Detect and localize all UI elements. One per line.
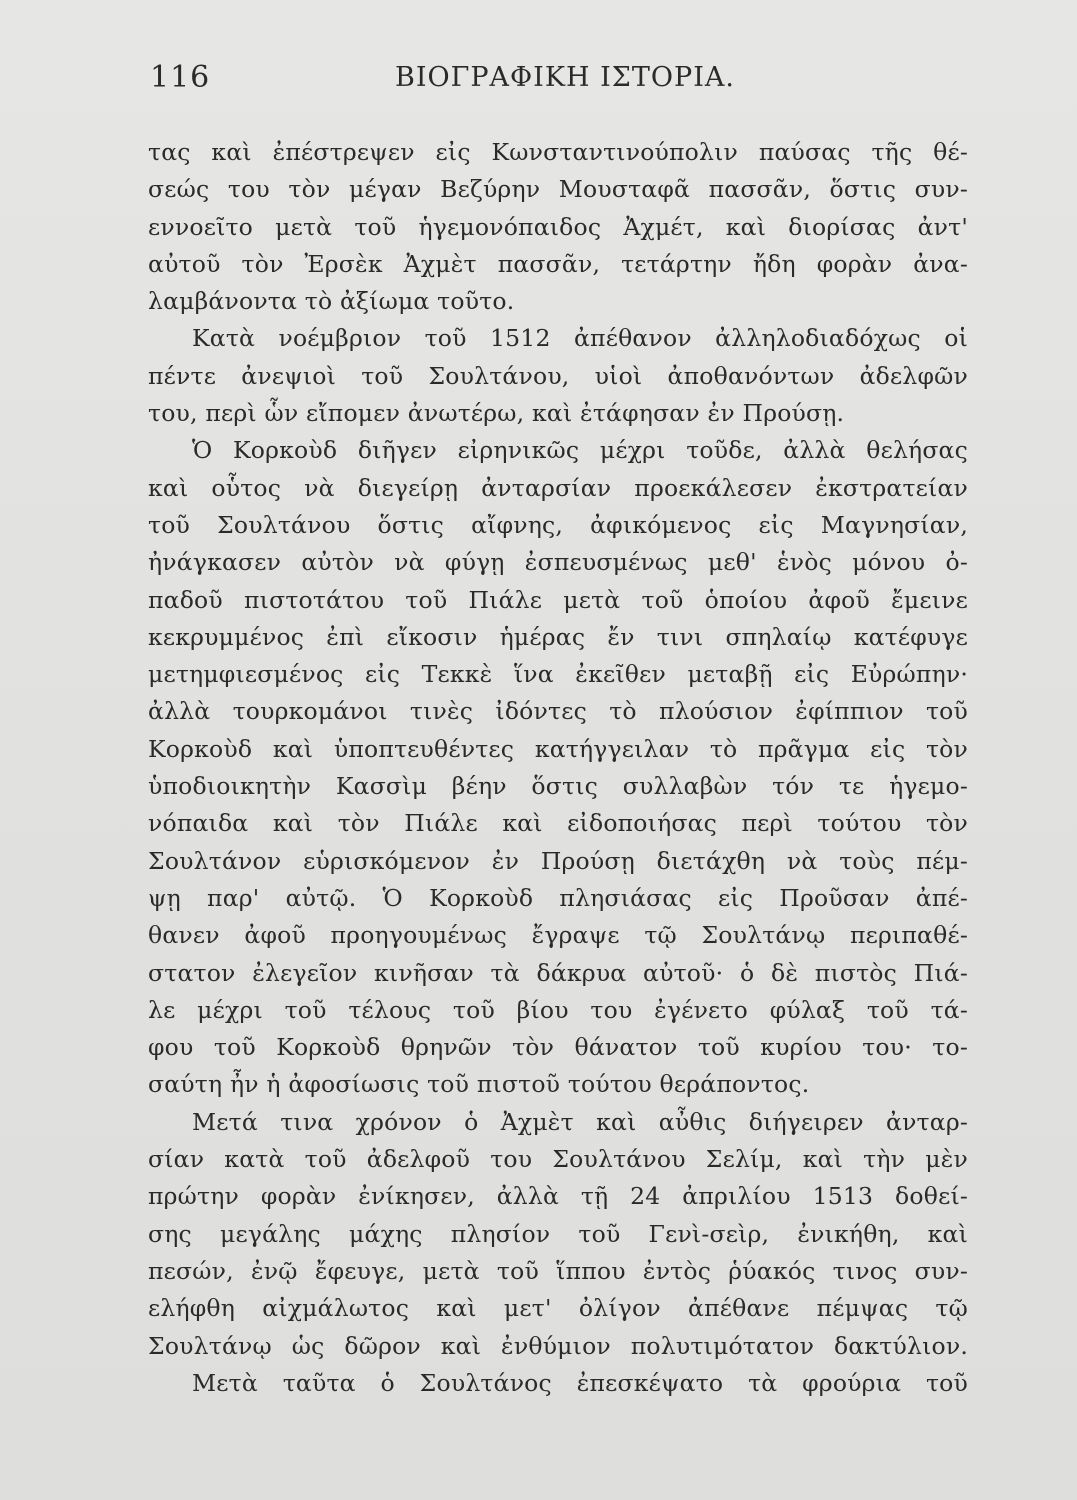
page-header bbox=[150, 60, 965, 100]
text-line: ὑποδιοικητὴν Κασσὶμ βέην ὅστις συλλαβὼν τόν τε ἡγεμο- bbox=[148, 772, 968, 801]
text-line: Σουλτάνῳ ὡς δῶρον καὶ ἐνθύμιον πολυτιμότατον δακτύλιον. bbox=[148, 1331, 968, 1360]
text-line: σης μεγάλης μάχης πλησίον τοῦ Γενὶ-σεὶρ, ἐνικήθη, καὶ bbox=[148, 1219, 968, 1248]
text-line: ἠνάγκασεν αὐτὸν νὰ φύγῃ ἐσπευσμένως μεθ' ἑνὸς μόνου ὀ- bbox=[148, 548, 968, 577]
text-line: εννοεῖτο μετὰ τοῦ ἡγεμονόπαιδος Ἀχμέτ, καὶ διορίσας ἀντ' bbox=[148, 212, 968, 241]
text-line: πρώτην φορὰν ἐνίκησεν, ἀλλὰ τῇ 24 ἀπριλίου 1513 δοθεί- bbox=[148, 1182, 968, 1211]
text-line: ἀλλὰ τουρκομάνοι τινὲς ἰδόντες τὸ πλούσιον ἐφίππιον τοῦ bbox=[148, 697, 968, 726]
text-line: Ὁ Κορκοὺδ διῆγεν εἰρηνικῶς μέχρι τοῦδε, ἀλλὰ θελήσας bbox=[192, 436, 968, 465]
text-line: φου τοῦ Κορκοὺδ θρηνῶν τὸν θάνατον τοῦ κυρίου του· το- bbox=[148, 1033, 968, 1062]
text-line: Κατὰ νοέμβριον τοῦ 1512 ἀπέθανον ἀλληλοδιαδόχως οἱ bbox=[192, 324, 968, 353]
text-line: λαμβάνοντα τὸ ἀξίωμα τοῦτο. bbox=[148, 287, 515, 316]
text-line: ψῃ παρ' αὐτῷ. Ὁ Κορκοὺδ πλησιάσας εἰς Προῦσαν ἀπέ- bbox=[148, 883, 968, 912]
running-title: ΒΙΟΓΡΑΦΙΚΗ ΙΣΤΟΡΙΑ. bbox=[395, 62, 735, 93]
text-line: σαύτη ἦν ἡ ἀφοσίωσις τοῦ πιστοῦ τούτου θεράποντος. bbox=[148, 1070, 810, 1099]
body-text bbox=[148, 134, 968, 1402]
text-line: Κορκοὺδ καὶ ὑποπτευθέντες κατήγγειλαν τὸ πρᾶγμα εἰς τὸν bbox=[148, 734, 968, 763]
text-line: στατον ἐλεγεῖον κινῆσαν τὰ δάκρυα αὐτοῦ· ὁ δὲ πιστὸς Πιά- bbox=[148, 958, 968, 987]
text-line: Μετὰ ταῦτα ὁ Σουλτάνος ἐπεσκέψατο τὰ φρούρια τοῦ bbox=[192, 1368, 968, 1397]
text-line: Μετά τινα χρόνον ὁ Ἀχμὲτ καὶ αὖθις διήγειρεν ἀνταρ- bbox=[192, 1107, 968, 1136]
text-line: παδοῦ πιστοτάτου τοῦ Πιάλε μετὰ τοῦ ὁποίου ἀφοῦ ἔμεινε bbox=[148, 585, 968, 614]
text-line: τοῦ Σουλτάνου ὅστις αἴφνης, ἀφικόμενος εἰς Μαγνησίαν, bbox=[148, 510, 968, 539]
text-line: πέντε ἀνεψιοὶ τοῦ Σουλτάνου, υἱοὶ ἀποθανόντων ἀδελφῶν bbox=[148, 361, 968, 390]
text-line: τας καὶ ἐπέστρεψεν εἰς Κωνσταντινούπολιν παύσας τῆς θέ- bbox=[148, 138, 968, 166]
text-line: λε μέχρι τοῦ τέλους τοῦ βίου του ἐγένετο φύλαξ τοῦ τά- bbox=[148, 995, 968, 1024]
text-line: πεσών, ἐνῷ ἔφευγε, μετὰ τοῦ ἵππου ἐντὸς ῥύακός τινος συν- bbox=[148, 1256, 968, 1285]
text-line: θανεν ἀφοῦ προηγουμένως ἔγραψε τῷ Σουλτάνῳ περιπαθέ- bbox=[148, 921, 968, 950]
text-line: αὐτοῦ τὸν Ἐρσὲκ Ἀχμὲτ πασσᾶν, τετάρτην ἤδη φορὰν ἀνα- bbox=[148, 249, 968, 278]
text-line: μετημφιεσμένος εἰς Τεκκὲ ἵνα ἐκεῖθεν μεταβῇ εἰς Εὐρώπην· bbox=[148, 660, 968, 689]
text-line: του, περὶ ὧν εἴπομεν ἀνωτέρω, καὶ ἐτάφησαν ἐν Προύσῃ. bbox=[148, 399, 845, 428]
text-line: σεώς του τὸν μέγαν Βεζύρην Μουσταφᾶ πασσᾶν, ὅστις συν- bbox=[148, 175, 968, 204]
text-line: Σουλτάνον εὑρισκόμενον ἐν Προύσῃ διετάχθη νὰ τοὺς πέμ- bbox=[148, 846, 968, 875]
page-number: 116 bbox=[150, 60, 211, 95]
text-line: σίαν κατὰ τοῦ ἀδελφοῦ του Σουλτάνου Σελίμ, καὶ τὴν μὲν bbox=[148, 1145, 968, 1174]
text-line: ελήφθη αἰχμάλωτος καὶ μετ' ὀλίγον ἀπέθανε πέμψας τῷ bbox=[148, 1294, 968, 1323]
text-line: κεκρυμμένος ἐπὶ εἴκοσιν ἡμέρας ἔν τινι σπηλαίῳ κατέφυγε bbox=[148, 622, 968, 651]
text-line: καὶ οὗτος νὰ διεγείρῃ ἀνταρσίαν προεκάλεσεν ἐκστρατείαν bbox=[148, 473, 968, 502]
text-line: νόπαιδα καὶ τὸν Πιάλε καὶ εἰδοποιήσας περὶ τούτου τὸν bbox=[148, 809, 968, 838]
